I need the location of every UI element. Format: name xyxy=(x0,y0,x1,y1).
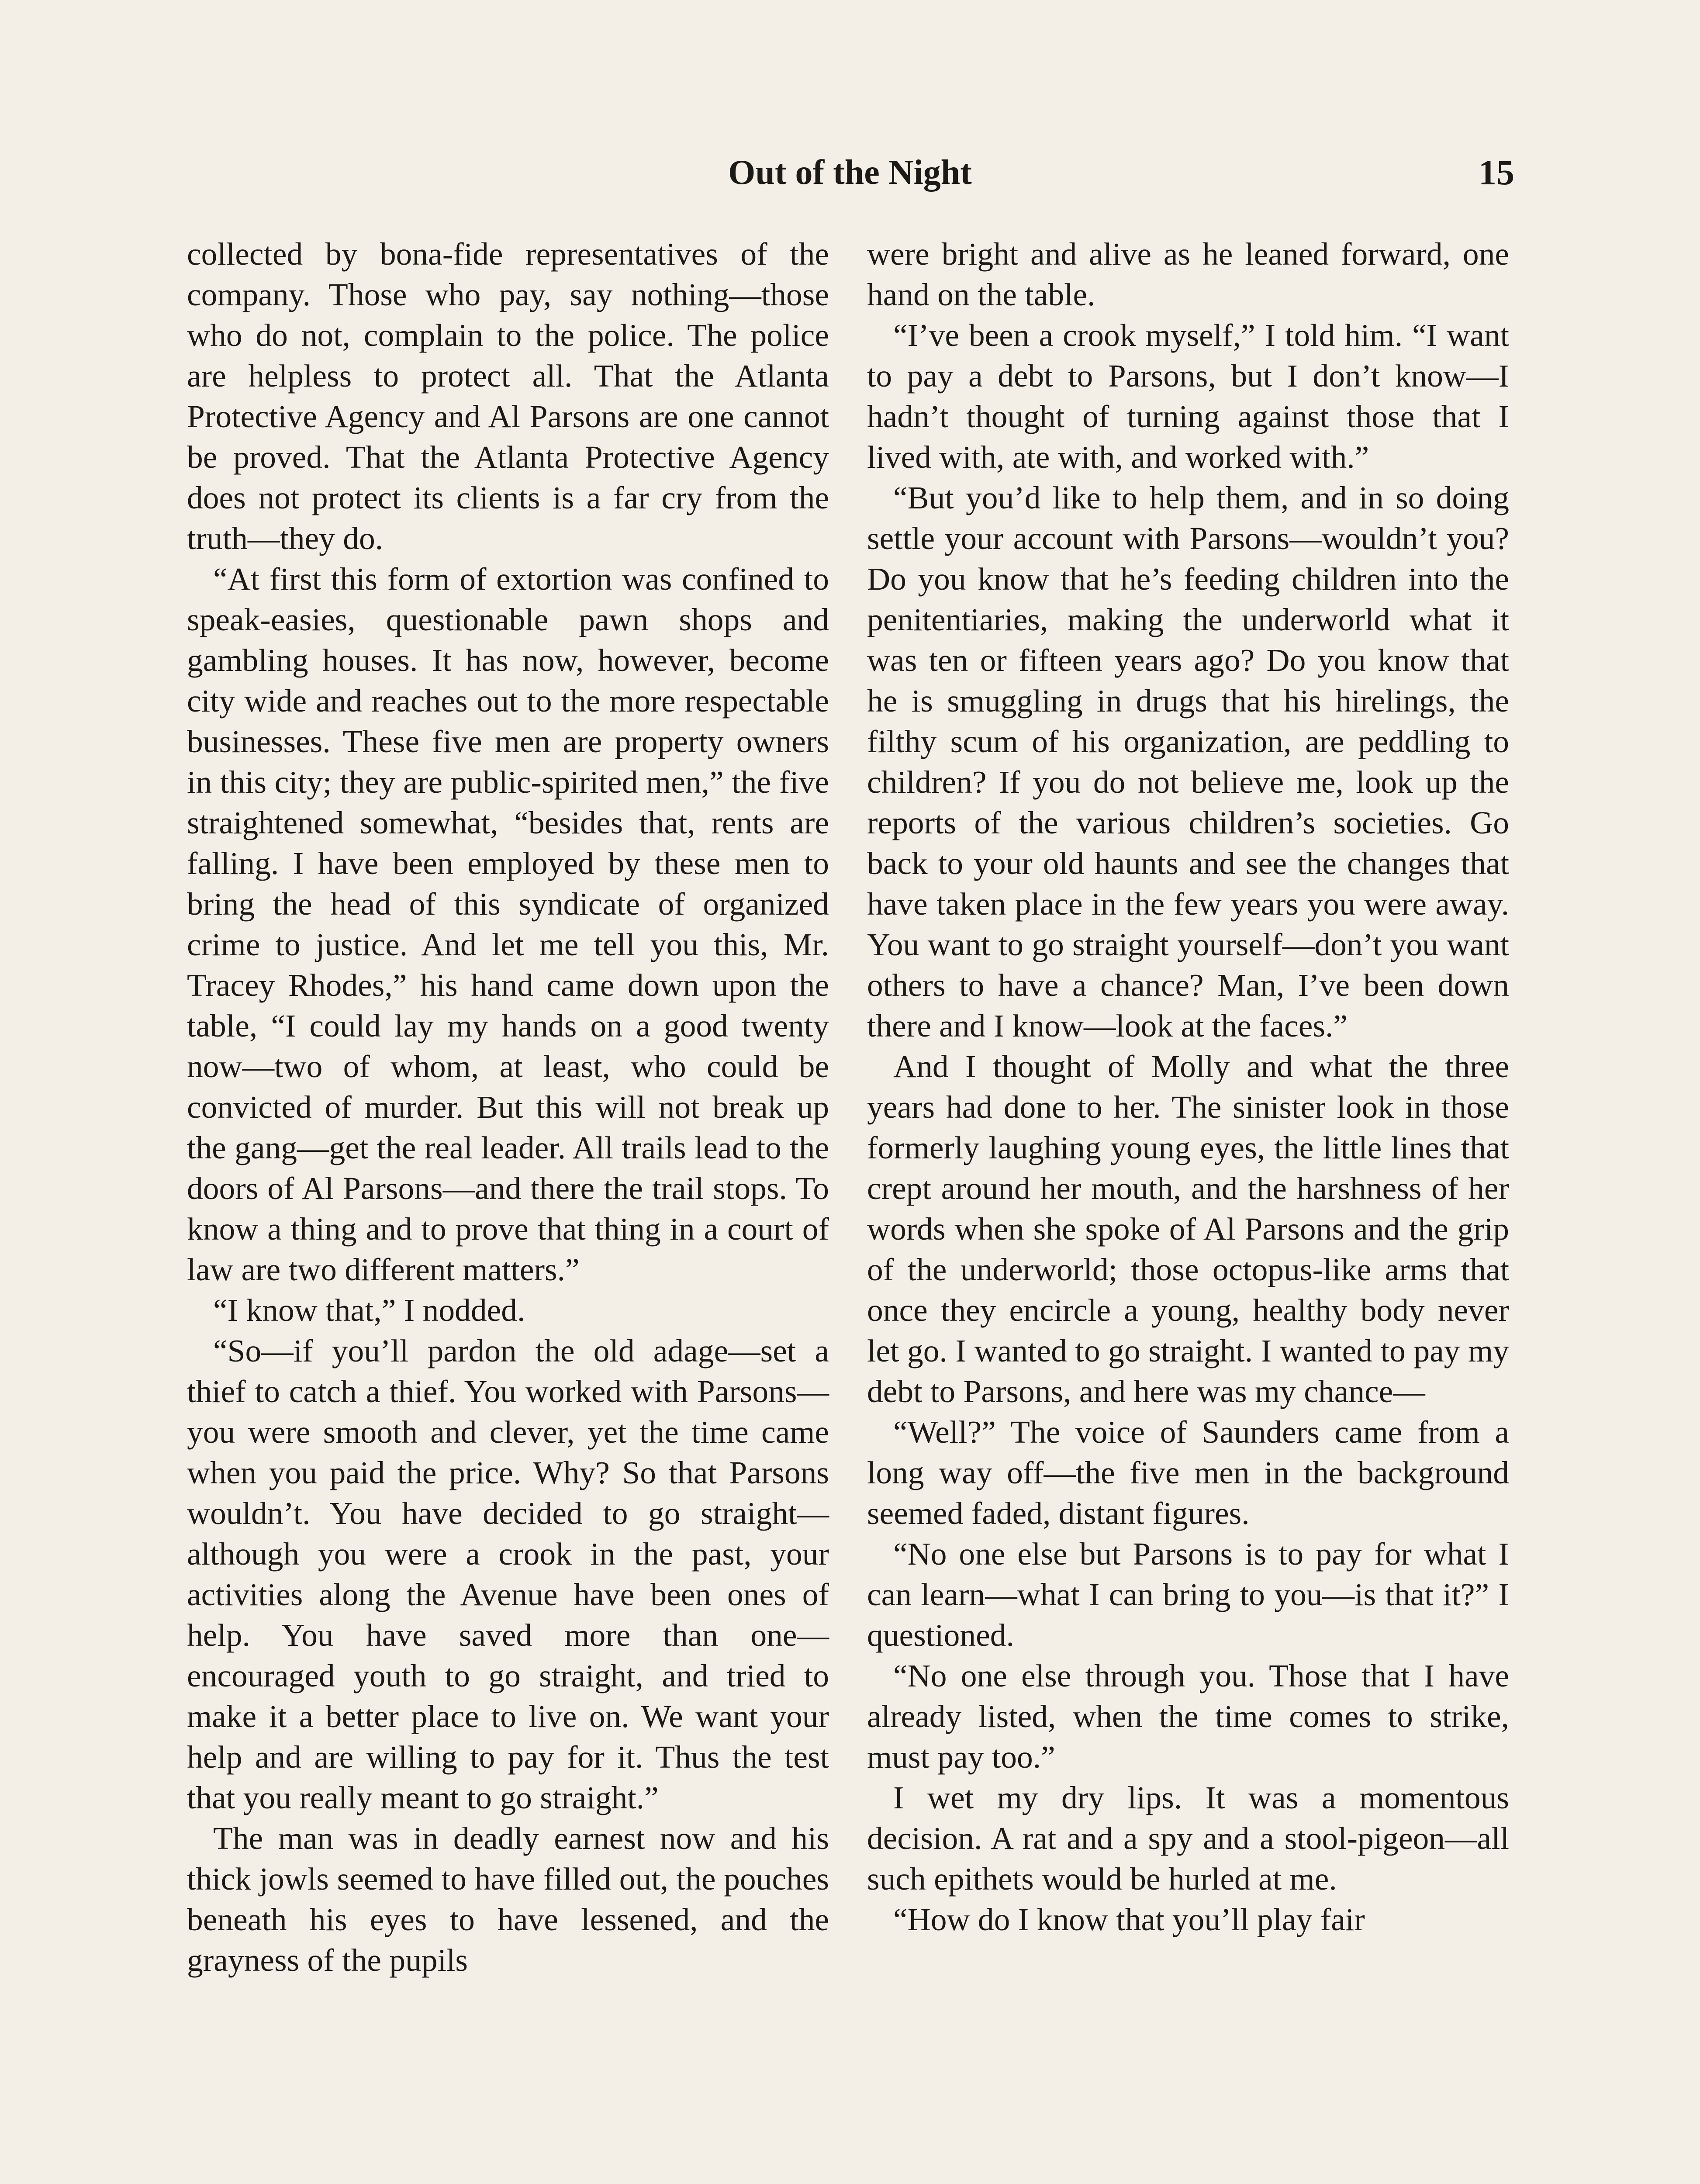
right-column xyxy=(867,234,1509,1940)
paragraph: “I know that,” I nodded. xyxy=(213,1292,525,1328)
page-number: 15 xyxy=(1479,152,1514,192)
left-column xyxy=(187,234,829,1980)
paragraph: “I’ve been a crook myself,” I told him. “I want to pay a debt to Parsons, but I don’t know—I hadn’t thought of turning against those that I lived with, ate with, and worked with.” xyxy=(867,318,1509,475)
paragraph: “How do I know that you’ll play fair xyxy=(893,1902,1365,1937)
paragraph: were bright and alive as he leaned forward, one hand on the table. xyxy=(867,236,1509,312)
paragraph: And I thought of Molly and what the three years had done to her. The sinister look in those formerly laughing young eyes, the little lines that crept around her mouth, and the harshness of her words when she spoke of Al Parsons and the grip of the underworld; those octopus-like arms that once they encircle a young, healthy body never let go. I wanted to go straight. I wanted to pay my debt to Parsons, and here was my chance— xyxy=(867,1049,1509,1409)
running-title: Out of the Night xyxy=(728,153,972,192)
paragraph: “Well?” The voice of Saunders came from a long way off—the five men in the background seemed faded, distant figures. xyxy=(867,1414,1509,1531)
paragraph: collected by bona-fide representatives of the company. Those who pay, say nothing—those who do not, complain to the police. The police are helpless to protect all. That the Atlanta Protective Agency and Al Parsons are one cannot be proved. That the Atlanta Protective Agency does not protect its clients is a far cry from the truth—they do. xyxy=(187,236,829,556)
paragraph: “No one else through you. Those that I have already listed, when the time comes to strike, must pay too.” xyxy=(867,1658,1509,1775)
paragraph: I wet my dry lips. It was a momentous decision. A rat and a spy and a stool-pigeon—all such epithets would be hurled at me. xyxy=(867,1780,1509,1897)
paragraph: “No one else but Parsons is to pay for what I can learn—what I can bring to you—is that it?” I questioned. xyxy=(867,1536,1509,1653)
running-head xyxy=(0,146,1700,203)
paragraph: “But you’d like to help them, and in so doing settle your account with Parsons—wouldn’t you? Do you know that he’s feeding children into the penitentiaries, making the underworld what it was ten or fifteen years ago? Do you know that he is smuggling in drugs that his hirelings, the filthy scum of his organization, are peddling to children? If you do not believe me, look up the reports of the various children’s societies. Go back to your old haunts and see the changes that have taken place in the few years you were away. You want to go straight yourself—don’t you want others to have a chance? Man, I’ve been down there and I know—look at the faces.” xyxy=(867,480,1509,1044)
paragraph: “At first this form of extortion was confined to speak-easies, questionable pawn shops and gambling houses. It has now, however, become city wide and reaches out to the more respectable businesses. These five men are property owners in this city; they are public-spirited men,” the five straightened somewhat, “besides that, rents are falling. I have been employed by these men to bring the head of this syndicate of organized crime to justice. And let me tell you this, Mr. Tracey Rhodes,” his hand came down upon the table, “I could lay my hands on a good twenty now—two of whom, at least, who could be convicted of murder. But this will not break up the gang—get the real leader. All trails lead to the doors of Al Parsons—and there the trail stops. To know a thing and to prove that thing in a court of law are two different matters.” xyxy=(187,561,829,1287)
paragraph: The man was in deadly earnest now and his thick jowls seemed to have filled out, the pouches beneath his eyes to have lessened, and the grayness of the pupils xyxy=(187,1821,829,1978)
paragraph: “So—if you’ll pardon the old adage—set a thief to catch a thief. You worked with Parsons—you were smooth and clever, yet the time came when you paid the price. Why? So that Parsons wouldn’t. You have decided to go straight—although you were a crook in the past, your activities along the Avenue have been ones of help. You have saved more than one—encouraged youth to go straight, and tried to make it a better place to live on. We want your help and are willing to pay for it. Thus the test that you really meant to go straight.” xyxy=(187,1333,829,1815)
